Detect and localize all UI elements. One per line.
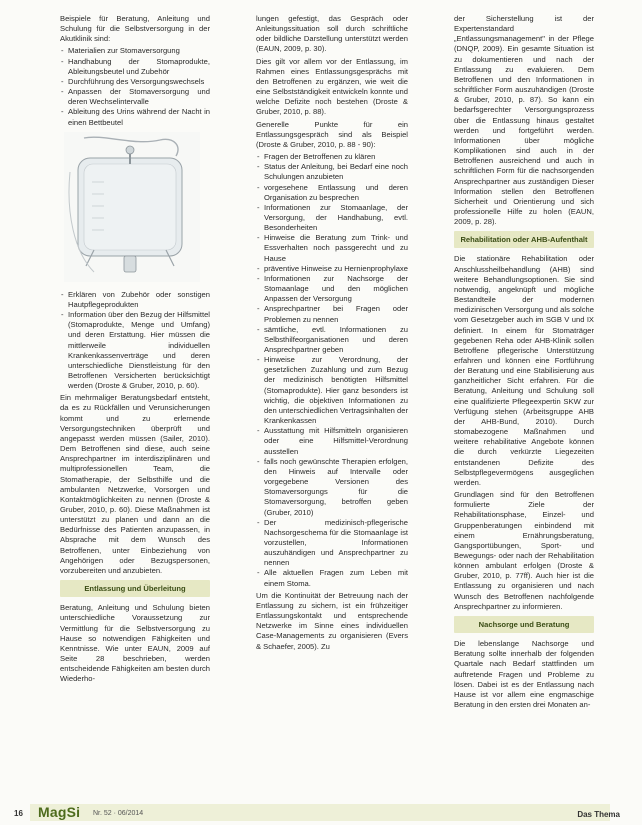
list-item: - Anpassen der Stomaversorgung und deren Wechselintervalle [60, 87, 210, 107]
list-item: - Ausstattung mit Hilfsmitteln organisieren oder eine Hilfsmittel-Verordnung ausstellen [256, 426, 408, 456]
intro-paragraph: Beispiele für Beratung, Anleitung und Schulung für die Selbstversorgung in der Akutklinik sind: [60, 14, 210, 44]
column-middle [256, 14, 408, 654]
list-item: - Fragen der Betroffenen zu klären [256, 152, 408, 162]
list-item: - Der medizinisch-pflegerische Nachsorgeschema für die Stomaanlage ist vorzustellen, Informationen auszuhändigen und Ansprechpartner zu nennen [256, 518, 408, 569]
list-item: - Informationen zur Nachsorge der Stomaanlage und den möglichen Anpassen der Versorgung [256, 274, 408, 304]
list-item: - sämtliche, evtl. Informationen zu Selbsthilfeorganisationen und deren Ansprechpartner geben [256, 325, 408, 355]
list-item: - Alle aktuellen Fragen zum Leben mit einem Stoma. [256, 568, 408, 588]
issue-label: Nr. 52 · 06/2014 [93, 810, 144, 817]
section-heading-rehabilitation: Rehabilitation oder AHB-Aufenthalt [454, 231, 594, 248]
list-item: - Ableitung des Urins während der Nacht in einen Bettbeutel [60, 107, 210, 127]
list-item: - Status der Anleitung, bei Bedarf eine noch Schulungen anzubieten [256, 162, 408, 182]
body-paragraph: Um die Kontinuität der Betreuung nach der Entlassung zu sichern, ist ein frühzeitiger Entlassungskontakt und entsprechende Netzwerke im Sinne eines individuellen Case-Managements zu organisieren (Evers & Schaefer, 2005). Zu [256, 590, 408, 651]
magazine-logo: MagSi [38, 804, 81, 820]
body-paragraph: Grundlagen sind für den Betroffenen formulierte Ziele der Rehabilitationsphase, Einzel- und Gruppenberatungen einbindend mit einem Ernährungsberatung, Gangsportübungen, Sport- und Bewegungs- oder nach der Rehabilitation können ambulant erfolgen (Droste & Gruber, 2010, p. 77ff). Auch hier ist die Entlassung zu organisieren und nach Wunsch des Betroffenen nachfolgende Ansprechpartner zu informieren. [454, 490, 594, 611]
body-paragraph: Generelle Punkte für ein Entlassungsgespräch sind als Beispiel (Droste & Gruber, 2010, p. 88 - 90): [256, 119, 408, 149]
bullet-list [60, 290, 210, 392]
column-right [454, 14, 594, 712]
page-footer [0, 798, 642, 825]
list-item: - Ansprechpartner bei Fragen oder Problemen zu nennen [256, 304, 408, 324]
list-item: - falls noch gewünschte Therapien erfolgen, den Hinweis auf Intervalle oder vorgegebene Versionen des Stomaversorgungs für die Stomaversorgung, betroffen geben (Gruber, 2010) [256, 457, 408, 518]
section-heading-nachsorge: Nachsorge und Beratung [454, 616, 594, 633]
bullet-list [60, 46, 210, 127]
list-item: - Erklären von Zubehör oder sonstigen Hautpflegeprodukten [60, 290, 210, 310]
body-paragraph: lungen gefestigt, das Gespräch oder Anleitungssituation soll durch schriftliche oder bildliche Darstellung unterstützt werden (EAUN, 2009, p. 30). [256, 14, 408, 54]
urinary-bag-figure [64, 132, 200, 282]
list-item: - Durchführung des Versorgungswechsels [60, 77, 210, 87]
list-item: - vorgesehene Entlassung und deren Organisation zu besprechen [256, 183, 408, 203]
list-item: - Hinweise die Beratung zum Trink- und Essverhalten noch passgerecht und zu Hause [256, 233, 408, 263]
list-item: - Information über den Bezug der Hilfsmittel (Stomaprodukte, Menge und Umfang) und deren Erstattung. Hier müssen die mittlerweile individuellen Krankenkassenverträge und deren unterschiedliche Dienstleistung für den Betroffenen Versicherten berücksichtigt werden (Droste & Gruber, 2010, p. 60). [60, 310, 210, 391]
body-paragraph: der Sicherstellung ist der Expertenstandard „Entlassungsmanagement" in der Pflege (DNQP, 2009). Ein gesamte Situation ist zu dokumentieren und nach der Entlassung zu evaluieren. Dem Betroffenen und den Informationen in schriftlicher Form auszuhändigen (Droste & Gruber, 2010, p. 87). So kann ein bedarfsgerechter Versorgungsprozess über die Entlassung hinaus gestaltet werden und fortgeführt werden. Informationen über mögliche Komplikationen sind auch in der Betroffenen ausreichend und auch in schriftlichen Form für die nachsorgenden Ansprechpartner aus zuständigen Dieser Information stellen den Betroffenen Sicherheit und Orientierung und sich professionelle Hilfe zu holen (EAUN, 2009, p. 28). [454, 14, 594, 227]
body-paragraph: Die stationäre Rehabilitation oder Anschlussheilbehandlung (AHB) sind weitere Behandlungsoptionen. Sie sind notwendig, angeknüpft und mögliche Bestandteile der modernen medizinischen Versorgung und als solche vom Gesetzgeber auch im SGB V und IX definiert. In einem für Stomaträger gegebenen Reha oder AHB-Klinik sollen Betroffene pflegerische Unterstützung erfahren und können eine Fortführung der Beratung und eine Stabilisierung aus ganzheitlicher Sicht erfahren. Für die Beratung, Anleitung und Schulung soll eine qualifizierte Pflegeexpertin SKW zur Verfügung stehen (Arbeitsgruppe AHB der AHB-Bund, 2010). Durch stomabezogene Maßnahmen und weitere rehabilitative Angebote können die durch verkürzte Liegezeiten entstandenen Defizite des Selbstpflegevermögens ausgeglichen werden. [454, 254, 594, 487]
column-left [60, 14, 210, 687]
list-item: - Informationen zur Stomaanlage, der Versorgung, der Handhabung, evtl. Besonderheiten [256, 203, 408, 233]
page-number: 16 [14, 809, 23, 818]
body-paragraph: Die lebenslange Nachsorge und Beratung sollte innerhalb der folgenden Quartale nach Bedarf stattfinden um auftretende Fragen und Probleme zu lösen. Dabei ist es der Entlassung nach Hause ist vor allem eine engmaschige Beratung in den ersten drei Monaten an- [454, 639, 594, 709]
body-paragraph: Ein mehrmaliger Beratungsbedarf entsteht, da es zu Rückfällen und Verunsicherungen kommt und zu erlernende Versorgungstechniken überprüft und angepasst werden müssen (Sailer, 2010). Dem Betroffenen sind diese, auch seine Ansprechpartner im interdisziplinären und multiprofessionellen Team, die Stomatherapie, der Selbsthilfe und die ambulanten Netzwerke, Vorsorgen und Kontaktmöglichkeiten zu nennen (Droste & Gruber, 2010, p. 60). Diese Maßnahmen ist unterstützt zu planen und dann an die Bedürfnisse des Patienten anzupassen, in Absprache mit dem Wunsch des Betroffenen, unter Einbeziehung von Angehörigen oder Bezugspersonen, vorzubereiten und anzubieten. [60, 393, 210, 575]
body-paragraph: Beratung, Anleitung und Schulung bieten unterschiedliche Voraussetzung zur Vermittlung für die Selbstversorgung zu Hause so notwendigen Fähigkeiten und Kenntnisse. Wie unter EAUN, 2009 auf Seite 28 beschrieben, werden entscheidende Fähigkeiten am besten durch Wiederho- [60, 603, 210, 684]
body-paragraph: Dies gilt vor allem vor der Entlassung, im Rahmen eines Entlassungsgesprächs mit den Betroffenen zu ergänzen, wie weit die eine Selbstständigkeit entwickeln konnte und welche Defizite noch bestehen (Droste & Gruber, 2010, p. 88). [256, 56, 408, 117]
section-label: Das Thema [577, 810, 620, 819]
list-item: - Hinweise zur Verordnung, der gesetzlichen Zuzahlung und zum Bezug der medizinisch benötigten Hilfsmittel (Stomaprodukte). Hier ganz besonders ist wichtig, die objektiven Informationen zu den unterschiedlichen Vertragsinhalten der Krankenkassen [256, 355, 408, 426]
list-item: - präventive Hinweise zu Hernienprophylaxe [256, 264, 408, 274]
list-item: - Handhabung der Stomaprodukte, Ableitungsbeutel und Zubehör [60, 57, 210, 77]
section-heading-entlassung: Entlassung und Überleitung [60, 580, 210, 597]
bullet-list [256, 152, 408, 589]
list-item: - Materialien zur Stomaversorgung [60, 46, 210, 56]
drainage-bag-icon [64, 132, 200, 282]
